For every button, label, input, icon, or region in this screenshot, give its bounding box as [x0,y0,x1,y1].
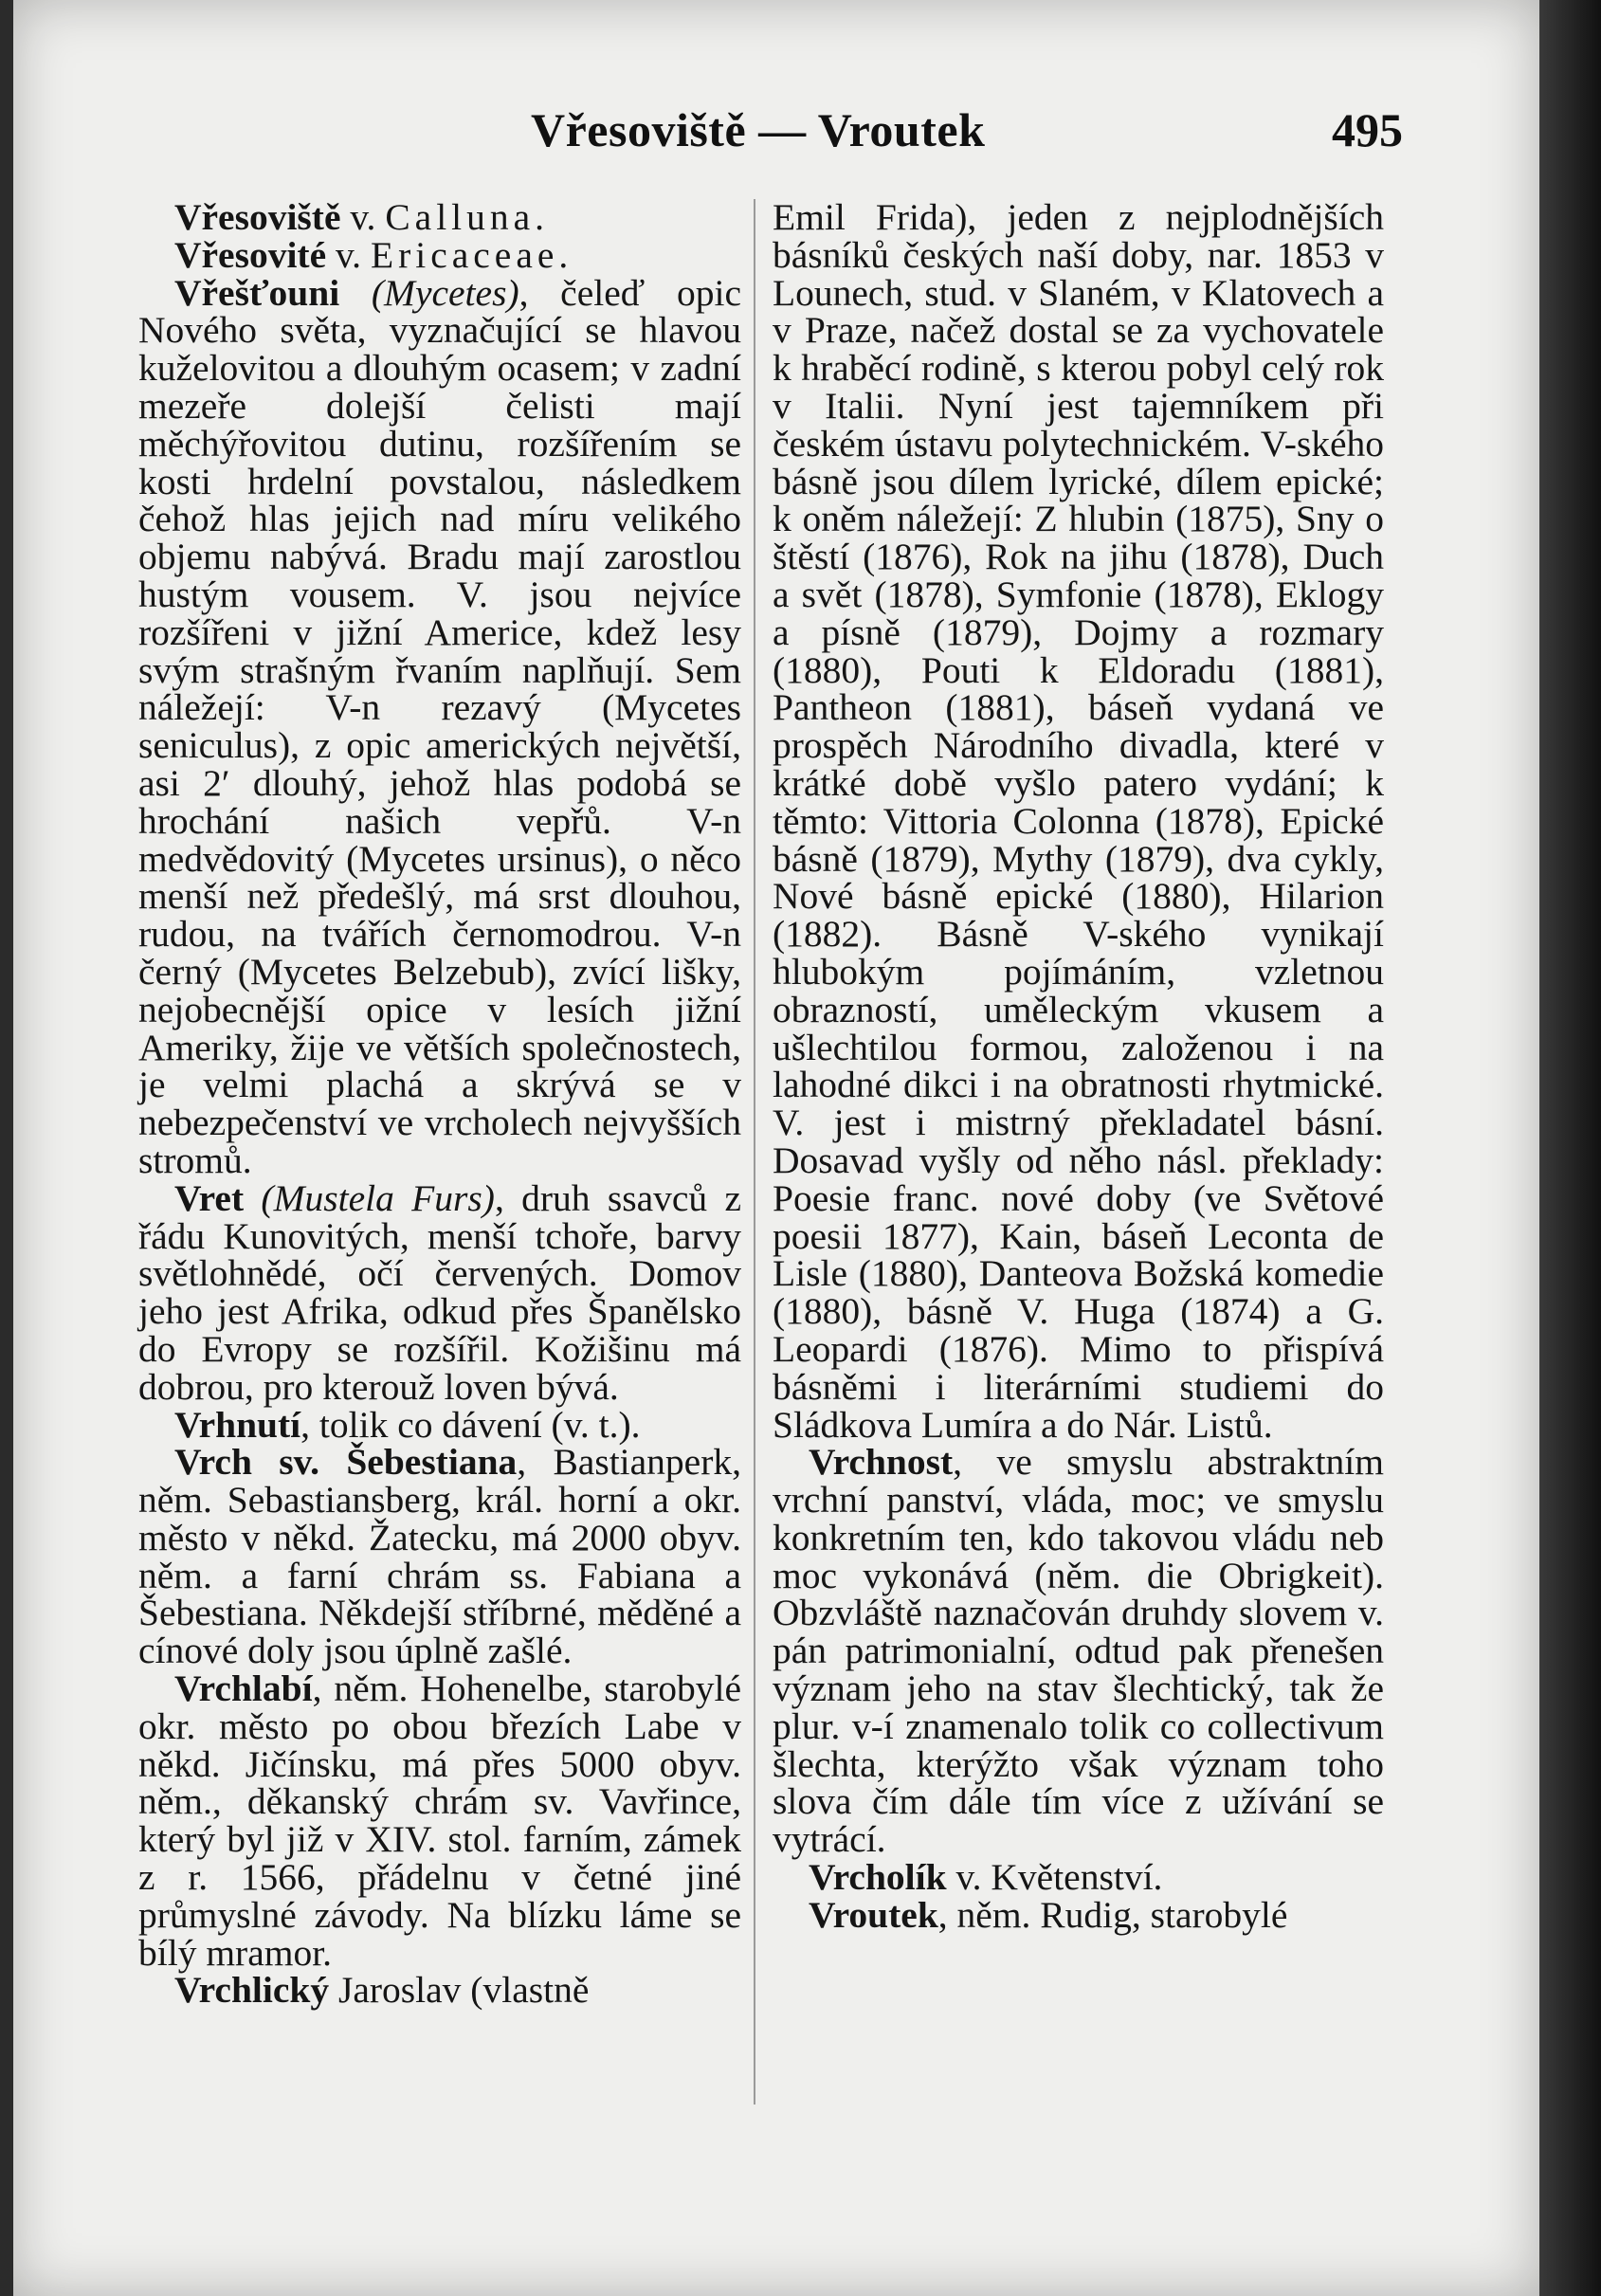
headword: Vrhnutí [174,1403,301,1446]
column-divider [754,199,755,2105]
entry-vrcholik: Vrcholík v. Květenství. [809,1856,1163,1899]
running-header [142,102,1403,159]
right-column [773,196,1384,1936]
page-title: Vřesoviště — Vroutek [531,103,986,156]
entry-vrch-sebestiana: Vrch sv. Šebestiana, Bastianperk, něm. Sebastiansberg, král. horní a okr. město v někd. Žatecku, má 2000 obyv. něm. a farní chrám ss. Fabiana a Šebestiana. Někdejší stříbrné, měděné a cínové doly jsou úplně zašlé. [138,1441,741,1672]
entry-vrestouni: Vřešťouni (Mycetes), čeleď opic Nového světa, vyznačující se hlavou kuželovitou a dlouhým ocasem; v zadní mezeře dolejší čelisti mají měchýřovitou dutinu, rozšířením se kosti hrdelní povstalou, následkem čehož hlas jejich nad míru velikého objemu nabývá. Bradu mají zarostlou hustým vousem. V. jsou nejvíce rozšířeni v jižní Americe, kdež lesy svým strašným řvaním naplňují. Sem náležejí: V-n rezavý (Mycetes seniculus), z opic amerických největší, asi 2′ dlouhý, jehož hlas podobá se hrochání našich vepřů. V-n medvědovitý (Mycetes ursinus), o něco menší než předešlý, má srst dlouhou, rudou, na tvářích černomodrou. V-n černý (Mycetes Belzebub), zvící lišky, nejobecnější opice v lesích jižní Ameriky, žije ve větších společnostech, je velmi plachá a skrývá se v nebezpečenství ve vrcholech nejvyšších stromů. [138,271,741,1181]
entry-vrchlabi: Vrchlabí, něm. Hohenelbe, starobylé okr. město po obou březích Labe v někd. Jičínsku, má přes 5000 obyv. něm., děkanský chrám sv. Vavřince, který byl již v XIV. stol. farním, zámek z r. 1566, přádelnu v četné jiné průmyslné závody. Na blízku láme se bílý mramor. [138,1667,741,1974]
entry-vrchnost: Vrchnost, ve smyslu abstraktním vrchní panství, vláda, moc; ve smyslu konkretním ten, kdo takovou vládu neb moc vykonává (něm. die Obrigkeit). Obzvláště naznačován druhdy slovem v. pán patrimonialní, odtud pak přenešen význam jeho na stav šlechtický, tak že plur. v-í znamenalo tolik co collectivum šlechta, kterýžto však význam toho slova čím dále tím více z užívání se vytrácí. [773,1441,1384,1861]
entry-vrhnuti: Vrhnutí, tolik co dávení (v. t.). [174,1403,641,1446]
page-number: 495 [1332,103,1403,156]
entry-vroutek: Vroutek, něm. Rudig, starobylé [809,1893,1288,1936]
headword: Vřesoviště [174,196,341,238]
headword: Vrcholík [809,1856,947,1899]
entry-vrchlicky-continued: Emil Frida), jeden z nejplodnějších básníků českých naší doby, nar. 1853 v Lounech, stud. v Slaném, v Klatovech a v Praze, načež dostal se za vychovatele k hraběcí rodině, s kterou pobyl celý rok v Italii. Nyní jest tajemníkem při českém ústavu polytechnickém. V-ského básně jsou dílem lyrické, dílem epické; k oněm náležejí: Z hlubin (1875), Sny o štěstí (1876), Rok na jihu (1878), Duch a svět (1878), Symfonie (1878), Eklogy a písně (1879), Dojmy a rozmary (1880), Pouti k Eldoradu (1881), Pantheon (1881), báseň vydaná ve prospěch Národního divadla, které v krátké době vyšlo patero vydání; k těmto: Vittoria Colonna (1878), Epické básně (1879), Mythy (1879), dva cykly, Nové básně epické (1880), Hilarion (1882). Básně V-ského vynikají hlubokým pojímáním, vzletnou obrazností, uměleckým vkusem a ušlechtilou formou, založenou i na lahodné dikci i na obratnosti rhytmické. V. jest i mistrný překladatel básní. Dosavad vyšly od něho násl. překlady: Poesie franc. nové doby (ve Světové poesii 1877), Kain, báseň Leconta de Lisle (1880), Danteova Božská komedie (1880), básně V. Huga (1874) a G. Leopardi (1876). Mimo to přispívá básněmi i literárními studiemi do Sládkova Lumíra a do Nár. Listů. [773,196,1384,1446]
scan-edge [1539,0,1601,2296]
headword: Vrchlický [174,1969,330,2012]
entry-vresoviste: Vřesoviště v. Calluna. [174,196,545,238]
headword: Vrchlabí [174,1667,313,1710]
entry-vret: Vret (Mustela Furs), druh ssavců z řádu Kunovitých, menší tchoře, barvy světlohnědé, očí červených. Domov jeho jest Afrika, odkud přes Španělsko do Evropy se rozšířil. Kožišinu má dobrou, pro kterouž loven bývá. [138,1176,742,1408]
headword: Vrch sv. Šebestiana [174,1441,518,1484]
entry-vrchlicky: Vrchlický Jaroslav (vlastně [174,1969,590,2012]
headword: Vret [174,1176,245,1219]
headword: Vrchnost [809,1441,954,1484]
left-column [138,196,742,2012]
headword: Vřesovité [174,233,327,276]
headword: Vřešťouni [174,271,340,314]
entry-vresovite: Vřesovité v. Ericaceae. [174,233,569,276]
headword: Vroutek [809,1893,938,1936]
